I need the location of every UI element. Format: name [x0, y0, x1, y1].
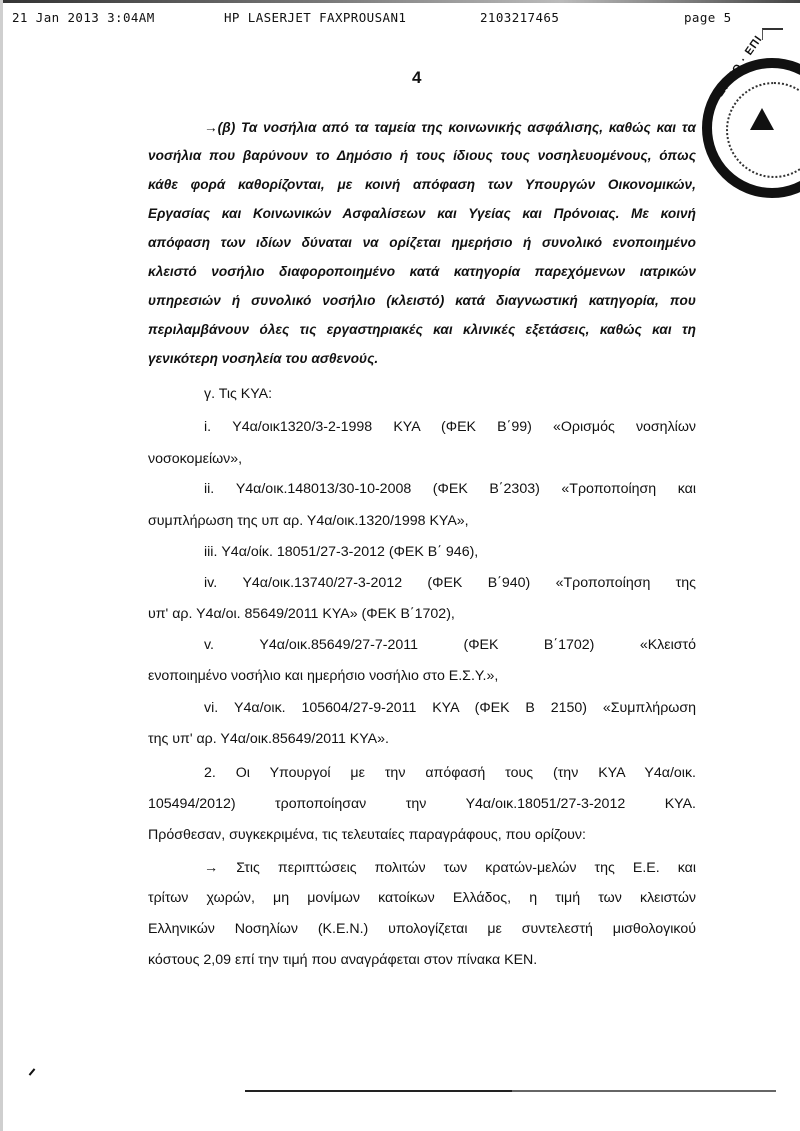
paragraph-b-line: Εργασίας και Κοινωνικών Ασφαλίσεων και Υγείας και Πρόνοιας. Με κοινή: [148, 206, 696, 221]
fax-page-label: page 5: [684, 10, 732, 25]
paragraph-b-line: περιλαμβάνουν όλες τις εργαστηριακές και κλινικές εξετάσεις, καθώς και τη: [148, 322, 696, 337]
kya-item-line: i. Υ4α/οικ1320/3-2-1998 ΚΥΑ (ΦΕΚ Β΄99) «Ορισμός νοσηλίων: [204, 419, 696, 435]
paragraph-b-line: κάθε φορά καθορίζονται, με κοινή απόφαση των Υπουργών Οικονομικών,: [148, 177, 696, 192]
page-number: 4: [412, 68, 422, 87]
fax-device-name: HP LASERJET FAXPROUSAN1: [224, 10, 407, 25]
paragraph-b-line: γενικότερη νοσηλεία του ασθενούς.: [148, 351, 379, 366]
kya-item-line: ii. Υ4α/οικ.148013/30-10-2008 (ΦΕΚ Β΄2303) «Τροποποίηση και: [204, 481, 696, 497]
scan-top-edge: [0, 0, 800, 3]
paragraph-b-line: υπηρεσιών ή συνολικό νοσήλιο (κλειστό) κατά διαγνωστική κατηγορία, που: [148, 293, 696, 308]
kya-item-line: v. Υ4α/οικ.85649/27-7-2011 (ΦΕΚ Β΄1702) «Κλειστό: [204, 637, 696, 653]
paragraph-2-line: 2. Οι Υπουργοί με την απόφασή τους (την ΚΥΑ Υ4α/οικ.: [204, 765, 696, 781]
fax-number: 2103217465: [480, 10, 560, 25]
kya-heading: γ. Τις ΚΥΑ:: [204, 386, 273, 402]
stamp-center-emblem-icon: [750, 108, 774, 130]
paragraph-2-line: Πρόσθεσαν, συγκεκριμένα, τις τελευταίες παραγράφους, που ορίζουν:: [148, 827, 586, 843]
kya-item-line: iv. Υ4α/οικ.13740/27-3-2012 (ΦΕΚ Β΄940) «Τροποποίηση της: [204, 575, 696, 591]
kya-item-line: υπ' αρ. Υ4α/οι. 85649/2011 ΚΥΑ» (ΦΕΚ Β΄1702),: [148, 606, 455, 622]
arrow-paragraph-line: τρίτων χωρών, μη μονίμων κατοίκων Ελλάδος, η τιμή των κλειστών: [148, 890, 696, 906]
kya-item-line: ενοποιημένο νοσήλιο και ημερήσιο νοσήλιο στο Ε.Σ.Υ.»,: [148, 668, 499, 684]
fax-date-time: 21 Jan 2013 3:04AM: [12, 10, 155, 25]
official-seal-stamp-icon: [702, 33, 800, 198]
paragraph-b-line: νοσήλια που βαρύνουν το Δημόσιο ή τους ίδιους τους νοσηλευομένους, όπως: [148, 148, 696, 163]
scan-left-edge: [0, 0, 3, 1131]
paragraph-2-line: 105494/2012) τροποποίησαν την Υ4α/οικ.18051/27-3-2012 ΚΥΑ.: [148, 796, 696, 812]
kya-item-line: iii. Υ4α/οίκ. 18051/27-3-2012 (ΦΕΚ Β΄ 946),: [204, 544, 479, 560]
kya-item-line: vi. Υ4α/οικ. 105604/27-9-2011 ΚΥΑ (ΦΕΚ Β 2150) «Συμπλήρωση: [204, 700, 696, 716]
kya-item-line: νοσοκομείων»,: [148, 451, 243, 467]
pen-mark: [29, 1068, 36, 1075]
paragraph-b-line: κλειστό νοσήλιο διαφοροποιημένο κατά κατηγορία παρεχόμενων ιατρικών: [148, 264, 696, 279]
scan-bottom-line: [245, 1090, 512, 1092]
paragraph-b-line: →(β) Τα νοσήλια από τα ταμεία της κοινωνικής ασφάλισης, καθώς και τα: [204, 120, 696, 135]
fax-header: [12, 10, 792, 30]
kya-item-line: της υπ' αρ. Υ4α/οικ.85649/2011 ΚΥΑ».: [148, 731, 389, 747]
paragraph-b-line: απόφαση των ιδίων δύναται να ορίζεται ημερήσιο ή συνολικό ενοποιημένο: [148, 235, 696, 250]
kya-item-line: συμπλήρωση της υπ αρ. Υ4α/οικ.1320/1998 ΚΥΑ»,: [148, 513, 469, 529]
scan-bottom-line: [512, 1090, 776, 1092]
arrow-paragraph-line: κόστους 2,09 επί την τιμή που αναγράφεται στον πίνακα ΚΕΝ.: [148, 952, 538, 968]
stamp-corner-mark: [762, 28, 783, 40]
arrow-paragraph-line: Ελληνικών Νοσηλίων (Κ.Ε.Ν.) υπολογίζεται με συντελεστή μισθολογικού: [148, 921, 696, 937]
arrow-paragraph-line: → Στις περιπτώσεις πολιτών των κρατών-μελών της Ε.Ε. και: [204, 860, 696, 876]
stamp-ring-text: ΔΗΜΟ · ΕΠΙ: [714, 33, 765, 99]
